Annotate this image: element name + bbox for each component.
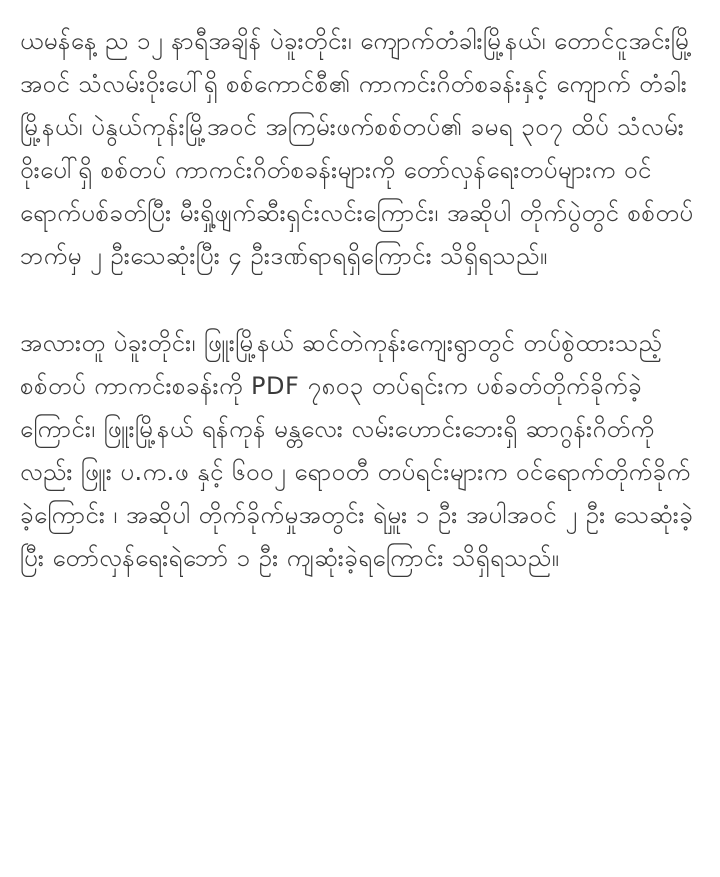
article-paragraph-1: ယမန်နေ့ ည ၁၂ နာရီအချိန် ပဲခူးတိုင်း၊ ကျောက်တံခါးမြို့နယ်၊ တောင်ငူအင်းမြို့ အဝင် သံလမ်းဝိုးပေါ်ရှိ စစ်ကောင်စီ၏ ကာကင်းဂိတ်စခန်းနှင့် ကျောက် တံခါးမြို့နယ်၊ ပဲနွယ်ကုန်းမြို့အဝင် အကြမ်းဖက်စစ်တပ်၏ ခမရ ၃၀၇ ထိပ် သံလမ်းဝိုးပေါ်ရှိ စစ်တပ် ကာကင်းဂိတ်စခန်းများကို တော်လှန်ရေးတပ်များက ဝင်ရောက်ပစ်ခတ်ပြီး မီးရှို့ဖျက်ဆီးရှင်းလင်းကြောင်း၊ အဆိုပါ တိုက်ပွဲတွင် စစ်တပ်ဘက်မှ ၂ ဦးသေဆုံးပြီး ၄ ဦးဒဏ်ရာရရှိကြောင်း သိရှိရသည်။ (20, 27, 694, 270)
article-paragraph-2: အလားတူ ပဲခူးတိုင်း၊ ဖြူးမြို့နယ် ဆင်တဲကုန်းကျေးရွာတွင် တပ်စွဲထားသည့် စစ်တပ် ကာကင်းစခန်းကို PDF ၇၈၀၃ တပ်ရင်းက ပစ်ခတ်တိုက်ခိုက်ခဲ့ကြောင်း၊ ဖြူးမြို့နယ် ရန်ကုန် မန္တလေး လမ်းဟောင်းဘေးရှိ ဆာဂွန်းဂိတ်ကိုလည်း ဖြူး ပ.က.ဖ နှင့် ၆၀၀၂ ရောဝတီ တပ်ရင်းများက ဝင်ရောက်တိုက်ခိုက်ခဲ့ကြောင်း ၊ အဆိုပါ တိုက်ခိုက်မှုအတွင်း ရဲမှူး ၁ ဦး အပါအဝင် ၂ ဦး သေဆုံးခဲ့ပြီး တော်လှန်ရေးရဲဘော် ၁ ဦး ကျဆုံးခဲ့ရကြောင်း သိရှိရသည်။ (20, 329, 694, 572)
